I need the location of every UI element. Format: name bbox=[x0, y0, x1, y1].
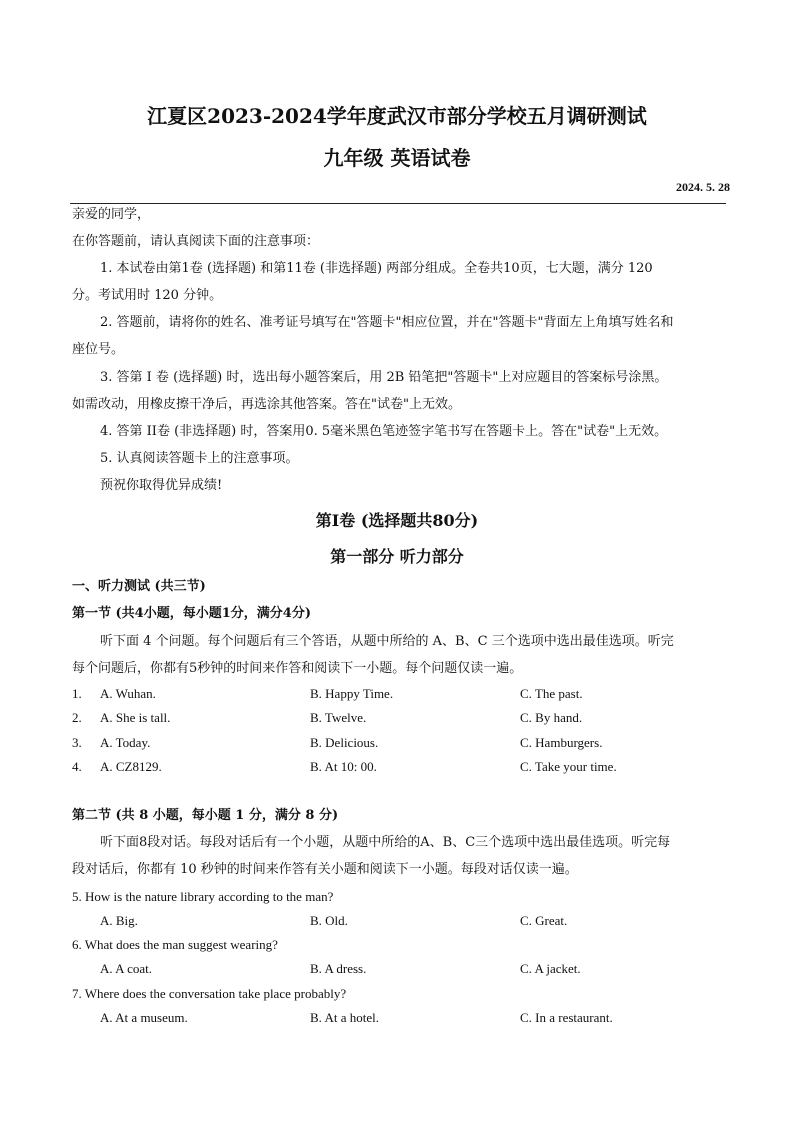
option-c: C. A jacket. bbox=[520, 961, 581, 976]
section1-title: 第一节 (共4小题，每小题1分，满分4分) bbox=[72, 606, 311, 621]
question-number: 1. bbox=[72, 686, 82, 701]
option-c: C. Take your time. bbox=[520, 759, 617, 774]
option-c: C. By hand. bbox=[520, 710, 583, 725]
option-c: C. Hamburgers. bbox=[520, 735, 603, 750]
question-number: 3. bbox=[72, 735, 82, 750]
section2-title: 第二节 (共 8 小题，每小题 1 分，满分 8 分) bbox=[72, 808, 339, 823]
option-b: B. Happy Time. bbox=[310, 686, 394, 701]
option-c: C. Great. bbox=[520, 913, 568, 928]
option-c: C. In a restaurant. bbox=[520, 1010, 613, 1025]
question-number: 4. bbox=[72, 759, 82, 774]
option-b: B. At a hotel. bbox=[310, 1010, 379, 1025]
part1-heading: 第一部分 听力部分 bbox=[330, 547, 464, 566]
option-c: C. The past. bbox=[520, 686, 583, 701]
option-b: B. Delicious. bbox=[310, 735, 379, 750]
option-a: A. Wuhan. bbox=[100, 686, 156, 701]
volume-heading: 第Ⅰ卷 (选择题共80分) bbox=[315, 511, 479, 530]
section1-directions-line-2: 每个问题后，你都有5秒钟的时间来作答和阅读下一小题。每个问题仅读一遍。 bbox=[72, 661, 523, 676]
instruction-3-line-2: 如需改动，用橡皮擦干净后，再选涂其他答案。答在"试卷"上无效。 bbox=[72, 397, 461, 412]
instruction-1-line-2: 分。考试用时 120 分钟。 bbox=[72, 288, 223, 303]
greeting: 亲爱的同学， bbox=[72, 207, 151, 222]
option-b: B. Twelve. bbox=[310, 710, 367, 725]
exam-subtitle: 九年级 英语试卷 bbox=[323, 146, 471, 170]
option-a: A. At a museum. bbox=[100, 1010, 188, 1025]
instruction-2-line-1: 2. 答题前，请将你的姓名、准考证号填写在"答题卡"相应位置，并在"答题卡"背面左上角填写姓名和 bbox=[100, 315, 674, 330]
header-rule bbox=[70, 203, 726, 204]
instruction-2-line-2: 座位号。 bbox=[72, 342, 125, 357]
instruction-4: 4. 答第 II卷 (非选择题) 时，答案用0. 5毫米黑色笔迹签字笔书写在答题卡上。答在"试卷"上无效。 bbox=[100, 424, 668, 439]
instruction-1-line-1: 1. 本试卷由第1卷 (选择题) 和第11卷 (非选择题) 两部分组成。全卷共10页，七大题，满分 120 bbox=[100, 261, 653, 276]
question-text: 7. Where does the conversation take place probably? bbox=[72, 986, 347, 1001]
good-luck-wish: 预祝你取得优异成绩! bbox=[100, 478, 223, 493]
exam-date: 2024. 5. 28 bbox=[676, 180, 730, 194]
section2-directions-line-1: 听下面8段对话。每段对话后有一个小题，从题中所给的A、B、C三个选项中选出最佳选项。听完每 bbox=[100, 835, 671, 850]
instruction-5: 5. 认真阅读答题卡上的注意事项。 bbox=[100, 451, 299, 466]
question-number: 2. bbox=[72, 710, 82, 725]
question-text: 5. How is the nature library according to the man? bbox=[72, 889, 334, 904]
option-b: B. A dress. bbox=[310, 961, 367, 976]
option-a: A. Today. bbox=[100, 735, 151, 750]
option-a: A. CZ8129. bbox=[100, 759, 162, 774]
option-a: A. She is tall. bbox=[100, 710, 171, 725]
instruction-3-line-1: 3. 答第 I 卷 (选择题) 时，选出每小题答案后，用 2B 铅笔把"答题卡"上对应题目的答案标号涂黑。 bbox=[100, 370, 668, 385]
option-a: A. Big. bbox=[100, 913, 138, 928]
question-text: 6. What does the man suggest wearing? bbox=[72, 937, 278, 952]
option-a: A. A coat. bbox=[100, 961, 152, 976]
option-b: B. At 10: 00. bbox=[310, 759, 377, 774]
instructions-intro: 在你答题前，请认真阅读下面的注意事项： bbox=[72, 234, 320, 249]
section1-directions-line-1: 听下面 4 个问题。每个问题后有三个答语，从题中所给的 A、B、C 三个选项中选出最佳选项。听完 bbox=[100, 634, 674, 649]
listening-section-title: 一、听力测试 (共三节) bbox=[72, 579, 206, 594]
section2-directions-line-2: 段对话后，你都有 10 秒钟的时间来作答有关小题和阅读下一小题。每段对话仅读一遍。 bbox=[72, 862, 578, 877]
option-b: B. Old. bbox=[310, 913, 348, 928]
exam-title: 江夏区2023-2024学年度武汉市部分学校五月调研测试 bbox=[147, 104, 647, 128]
